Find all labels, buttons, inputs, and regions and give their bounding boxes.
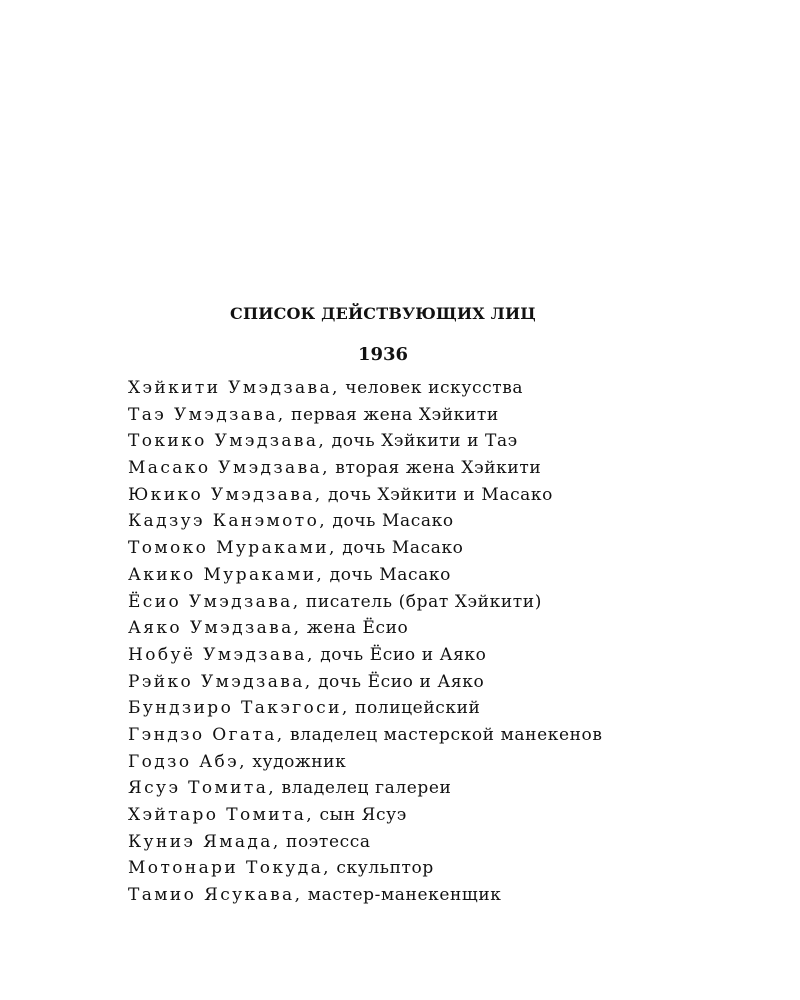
list-item [128,642,603,669]
year-heading: 1936 [357,344,409,365]
character-name: Хэйтаро Томита, [128,805,315,825]
character-name: Куниэ Ямада, [128,831,281,852]
list-item [128,615,603,642]
character-role: сын Ясуэ [319,805,407,825]
page-heading: СПИСОК ДЕЙСТВУЮЩИХ ЛИЦ [230,304,536,323]
character-role: мастер-манекенщик [307,885,502,906]
character-role: вторая жена Хэйкити [335,458,542,479]
list-item [128,508,603,535]
character-name: Гэндзо Огата, [128,724,285,745]
character-role: скульптор [336,858,434,879]
character-name: Акико Мураками, [128,564,325,585]
list-item [128,375,603,402]
character-name: Мотонари Токуда, [128,858,331,879]
character-list [128,375,603,909]
list-item [128,882,603,909]
character-role: дочь Хэйкити и Масако [327,484,553,505]
character-name: Аяко Умэдзава, [128,618,302,639]
list-item [128,562,603,589]
list-item [128,829,603,856]
list-item [128,535,603,562]
list-item [128,402,603,429]
character-name: Рэйко Умэдзава, [128,671,313,692]
character-name: Тамио Ясукава, [128,885,303,906]
list-item [128,669,603,696]
list-item [128,695,603,722]
character-role: владелец мастерской манекенов [290,724,603,745]
character-name: Токико Умэдзава, [128,431,327,452]
character-role: поэтесса [286,831,371,852]
list-item [128,428,603,455]
character-name: Годзо Абэ, [128,751,247,772]
list-item [128,855,603,882]
list-item [128,482,603,509]
character-name: Юкико Умэдзава, [128,484,323,505]
list-item [128,775,603,802]
list-item [128,722,603,749]
list-item [128,589,603,616]
list-item [128,802,603,829]
character-role: владелец галереи [281,778,452,799]
character-role: дочь Ёсио и Аяко [317,671,485,692]
character-role: дочь Масако [332,511,454,532]
character-name: Масако Умэдзава, [128,458,330,479]
character-name: Хэйкити Умэдзава, [128,378,340,398]
character-name: Ёсио Умэдзава, [128,591,301,612]
character-role: писатель (брат Хэйкити) [305,591,542,612]
character-name: Нобуё Умэдзава, [128,644,315,665]
list-item [128,749,603,776]
character-name: Ясуэ Томита, [128,778,277,799]
character-role: первая жена Хэйкити [291,404,499,425]
character-role: дочь Хэйкити и Таэ [331,431,518,452]
character-name: Бундзиро Такэгоси, [128,698,350,719]
character-role: полицейский [355,698,481,719]
character-role: дочь Масако [329,564,451,585]
character-role: художник [252,751,347,772]
character-role: жена Ёсио [306,618,409,639]
character-role: дочь Ёсио и Аяко [320,644,487,665]
character-name: Таэ Умэдзава, [128,404,286,425]
character-name: Томоко Мураками, [128,538,337,559]
character-role: дочь Масако [342,538,464,559]
character-name: Кадзуэ Канэмото, [128,511,328,532]
character-role: человек искусства [345,378,524,398]
list-item [128,455,603,482]
